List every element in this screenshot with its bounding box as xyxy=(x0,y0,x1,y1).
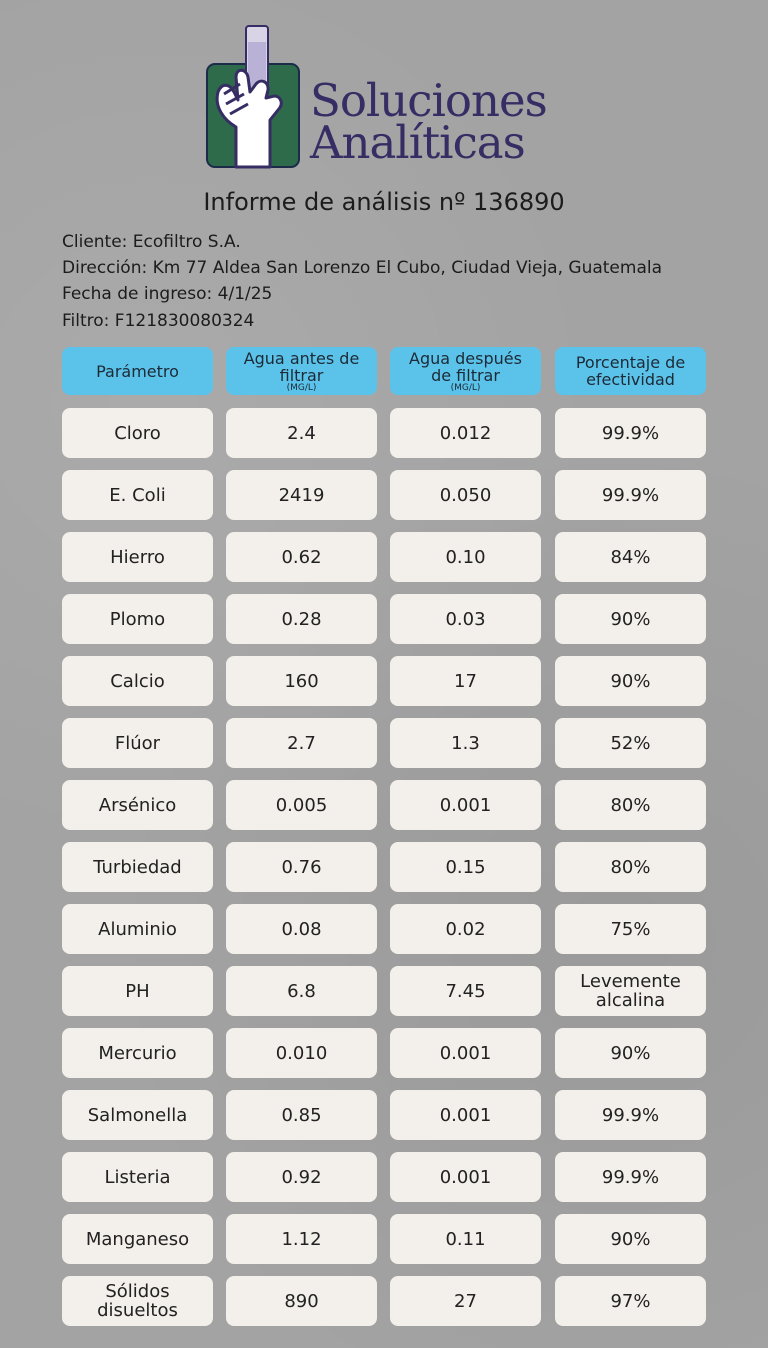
header-before xyxy=(226,347,377,395)
before-value-cell: 2.7 xyxy=(226,718,377,768)
after-value-cell: 7.45 xyxy=(390,966,541,1016)
header-effectiveness xyxy=(555,347,706,395)
parameter-cell: Cloro xyxy=(62,408,213,458)
before-value-cell: 0.85 xyxy=(226,1090,377,1140)
parameter-cell: Listeria xyxy=(62,1152,213,1202)
brand-name xyxy=(310,74,547,169)
effectiveness-cell: 99.9% xyxy=(555,1152,706,1202)
filter-line: Filtro: F121830080324 xyxy=(62,311,255,331)
parameter-cell: Manganeso xyxy=(62,1214,213,1264)
header-label: Porcentaje de efectividad xyxy=(575,353,686,389)
before-value-cell: 0.28 xyxy=(226,594,377,644)
effectiveness-cell: 99.9% xyxy=(555,1090,706,1140)
after-value-cell: 0.050 xyxy=(390,470,541,520)
effectiveness-cell: 99.9% xyxy=(555,408,706,458)
after-value-cell: 0.001 xyxy=(390,1152,541,1202)
effectiveness-cell: 80% xyxy=(555,780,706,830)
parameter-cell: Plomo xyxy=(62,594,213,644)
date-line: Fecha de ingreso: 4/1/25 xyxy=(62,284,273,304)
after-value-cell: 1.3 xyxy=(390,718,541,768)
report-title: Informe de análisis nº 136890 xyxy=(203,188,565,216)
parameter-cell: Turbiedad xyxy=(62,842,213,892)
effectiveness-cell: 75% xyxy=(555,904,706,954)
before-value-cell: 2419 xyxy=(226,470,377,520)
brand-line1: Soluciones xyxy=(310,74,547,127)
header-unit: (MG/L) xyxy=(450,382,481,393)
effectiveness-cell: 80% xyxy=(555,842,706,892)
parameter-cell: Calcio xyxy=(62,656,213,706)
effectiveness-cell: 90% xyxy=(555,656,706,706)
header-parameter xyxy=(62,347,213,395)
effectiveness-cell: 52% xyxy=(555,718,706,768)
after-value-cell: 27 xyxy=(390,1276,541,1326)
before-value-cell: 0.62 xyxy=(226,532,377,582)
after-value-cell: 0.001 xyxy=(390,780,541,830)
hand-test-tube-icon xyxy=(206,22,306,172)
parameter-cell: Aluminio xyxy=(62,904,213,954)
effectiveness-cell: 97% xyxy=(555,1276,706,1326)
effectiveness-cell: 90% xyxy=(555,594,706,644)
before-value-cell: 1.12 xyxy=(226,1214,377,1264)
client-line: Cliente: Ecofiltro S.A. xyxy=(62,232,241,252)
before-value-cell: 890 xyxy=(226,1276,377,1326)
parameter-cell: E. Coli xyxy=(62,470,213,520)
company-logo xyxy=(206,22,556,172)
after-value-cell: 0.15 xyxy=(390,842,541,892)
parameter-cell: Hierro xyxy=(62,532,213,582)
before-value-cell: 0.76 xyxy=(226,842,377,892)
effectiveness-cell: 99.9% xyxy=(555,470,706,520)
after-value-cell: 0.10 xyxy=(390,532,541,582)
before-value-cell: 2.4 xyxy=(226,408,377,458)
parameter-cell: Arsénico xyxy=(62,780,213,830)
before-value-cell: 160 xyxy=(226,656,377,706)
before-value-cell: 6.8 xyxy=(226,966,377,1016)
after-value-cell: 0.012 xyxy=(390,408,541,458)
effectiveness-cell: 84% xyxy=(555,532,706,582)
header-label: Parámetro xyxy=(96,361,179,381)
effectiveness-cell: Levemente alcalina xyxy=(555,966,706,1016)
before-value-cell: 0.08 xyxy=(226,904,377,954)
header-after xyxy=(390,347,541,395)
brand-line2: Analíticas xyxy=(310,116,525,169)
after-value-cell: 0.001 xyxy=(390,1028,541,1078)
header-label: Agua después de filtrar xyxy=(409,348,522,385)
after-value-cell: 17 xyxy=(390,656,541,706)
parameter-cell: Mercurio xyxy=(62,1028,213,1078)
after-value-cell: 0.001 xyxy=(390,1090,541,1140)
parameter-cell: Salmonella xyxy=(62,1090,213,1140)
after-value-cell: 0.03 xyxy=(390,594,541,644)
before-value-cell: 0.92 xyxy=(226,1152,377,1202)
before-value-cell: 0.005 xyxy=(226,780,377,830)
before-value-cell: 0.010 xyxy=(226,1028,377,1078)
after-value-cell: 0.02 xyxy=(390,904,541,954)
parameter-cell: Sólidos disueltos xyxy=(62,1276,213,1326)
after-value-cell: 0.11 xyxy=(390,1214,541,1264)
header-label: Agua antes de filtrar xyxy=(243,348,360,385)
parameter-cell: PH xyxy=(62,966,213,1016)
parameter-cell: Flúor xyxy=(62,718,213,768)
header-unit: (MG/L) xyxy=(286,382,317,393)
address-line: Dirección: Km 77 Aldea San Lorenzo El Cubo, Ciudad Vieja, Guatemala xyxy=(62,258,662,278)
effectiveness-cell: 90% xyxy=(555,1214,706,1264)
effectiveness-cell: 90% xyxy=(555,1028,706,1078)
